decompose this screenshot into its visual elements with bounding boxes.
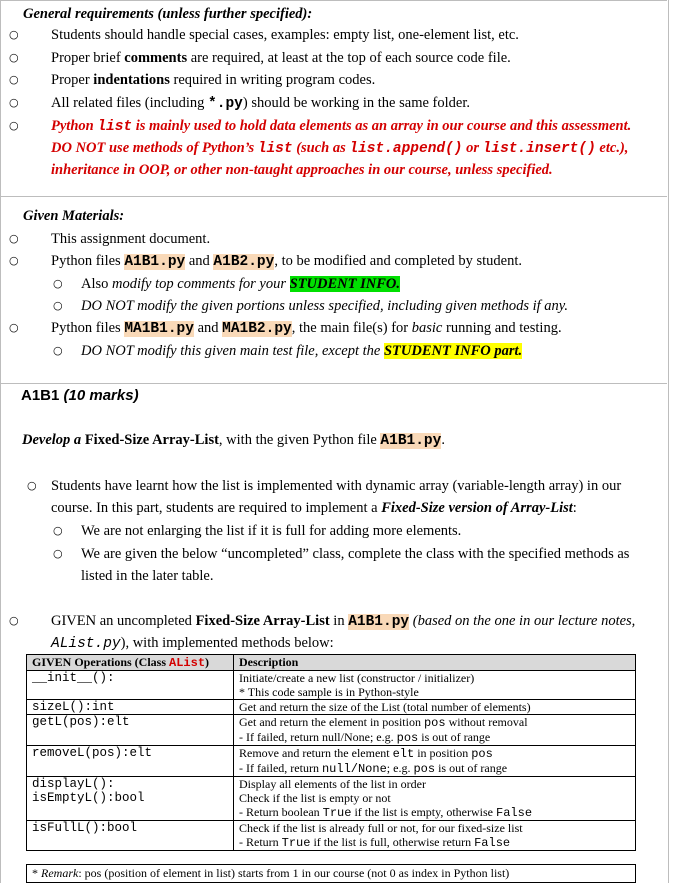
desc-cell: Check if the list is empty or not - Return boolean True if the list is empty, otherwise False xyxy=(234,791,636,821)
table-row xyxy=(27,671,636,700)
given-item-1: This assignment document. xyxy=(51,231,211,247)
bullet-icon: ○ xyxy=(53,547,63,560)
desc-cell: Remove and return the element elt in position pos - If failed, return null/None; e.g. pos is out of range xyxy=(234,746,636,777)
section-title: A1B1 (10 marks) xyxy=(21,387,139,404)
bullet-icon: ○ xyxy=(9,51,19,64)
bullet-icon: ○ xyxy=(27,479,37,492)
general-item-5-line-2: DO NOT use methods of Python’s list (such as list.append() or list.insert() etc.), xyxy=(51,140,629,157)
bullet-icon: ○ xyxy=(9,28,19,41)
general-item-5-line-1: Python list is mainly used to hold data elements as an array in our course and this assessment. xyxy=(51,118,632,135)
table-row xyxy=(27,821,636,851)
bullet-icon: ○ xyxy=(53,277,63,290)
bullet-icon: ○ xyxy=(9,73,19,86)
bullet-icon: ○ xyxy=(9,232,19,245)
develop-line: Develop a Fixed-Size Array-List, with the given Python file A1B1.py. xyxy=(22,432,445,449)
table-row xyxy=(27,746,636,777)
given-item-2: Python files A1B1.py and A1B2.py, to be modified and completed by student. xyxy=(51,253,522,270)
divider xyxy=(0,196,667,197)
general-item-4: All related files (including *.py) should be working in the same folder. xyxy=(51,95,470,112)
general-item-3: Proper indentations required in writing program codes. xyxy=(51,72,376,88)
op-cell: removeL(pos):elt xyxy=(27,746,234,777)
general-item-2: Proper brief comments are required, at least at the top of each source code file. xyxy=(51,50,511,66)
general-item-5-line-3: inheritance in OOP, or other non-taught approaches in our course, unless specified. xyxy=(51,162,553,178)
table-row xyxy=(27,791,636,821)
desc-cell: Get and return the size of the List (total number of elements) xyxy=(234,700,636,715)
divider xyxy=(0,383,667,384)
op-cell: sizeL():int xyxy=(27,700,234,715)
bullet-icon: ○ xyxy=(9,321,19,334)
a1b1-subitem-2-line-1: We are given the below “uncompleted” class, complete the class with the specified methods as xyxy=(81,546,630,562)
op-cell: displayL(): xyxy=(27,777,234,792)
op-cell: isFullL():bool xyxy=(27,821,234,851)
given-item-3: Python files MA1B1.py and MA1B2.py, the main file(s) for basic running and testing. xyxy=(51,320,562,337)
desc-cell: Get and return the element in position pos without removal - If failed, return null/None; e.g. pos is out of range xyxy=(234,715,636,746)
column-header-description: Description xyxy=(234,655,636,671)
divider xyxy=(0,0,667,1)
bullet-icon: ○ xyxy=(53,524,63,537)
given-heading: Given Materials: xyxy=(23,208,125,224)
general-heading: General requirements (unless further specified): xyxy=(23,6,313,22)
op-cell: isEmptyL():bool xyxy=(27,791,234,821)
bullet-icon: ○ xyxy=(9,96,19,109)
given-subitem-2: DO NOT modify the given portions unless specified, including given methods if any. xyxy=(81,298,569,314)
table-row xyxy=(27,700,636,715)
table-row xyxy=(27,777,636,792)
bullet-icon: ○ xyxy=(53,299,63,312)
given-subitem-3: DO NOT modify this given main test file, except the STUDENT INFO part. xyxy=(81,343,523,359)
table-header-row xyxy=(27,655,636,671)
desc-cell: Initiate/create a new list (constructor / initializer) * This code sample is in Python-style xyxy=(234,671,636,700)
general-item-1: Students should handle special cases, examples: empty list, one-element list, etc. xyxy=(51,27,519,43)
a1b1-subitem-2-line-2: listed in the later table. xyxy=(81,568,214,584)
a1b1-para-2-line-1: GIVEN an uncompleted Fixed-Size Array-List in A1B1.py (based on the one in our lecture notes, xyxy=(51,613,636,630)
desc-cell: Display all elements of the list in order xyxy=(234,777,636,792)
table-row xyxy=(27,715,636,746)
bullet-icon: ○ xyxy=(9,119,19,132)
remark-note: * Remark: pos (position of element in list) starts from 1 in our course (not 0 as index in Python list) xyxy=(26,864,636,883)
a1b1-para-2-line-2: AList.py), with implemented methods below: xyxy=(51,635,334,652)
a1b1-para-1-line-1: Students have learnt how the list is implemented with dynamic array (variable-length array) in our xyxy=(51,478,622,494)
given-subitem-1: Also modify top comments for your STUDENT INFO. xyxy=(81,276,401,292)
bullet-icon: ○ xyxy=(9,614,19,627)
op-cell: __init__(): xyxy=(27,671,234,700)
a1b1-para-1-line-2: course. In this part, students are required to implement a Fixed-Size version of Array-List: xyxy=(51,500,577,516)
operations-table xyxy=(26,654,636,851)
desc-cell: Check if the list is already full or not, for our fixed-size list - Return True if the list is full, otherwise return False xyxy=(234,821,636,851)
op-cell: getL(pos):elt xyxy=(27,715,234,746)
column-header-operations: GIVEN Operations (Class AList) xyxy=(27,655,234,671)
bullet-icon: ○ xyxy=(53,344,63,357)
a1b1-subitem-1: We are not enlarging the list if it is full for adding more elements. xyxy=(81,523,462,539)
bullet-icon: ○ xyxy=(9,254,19,267)
